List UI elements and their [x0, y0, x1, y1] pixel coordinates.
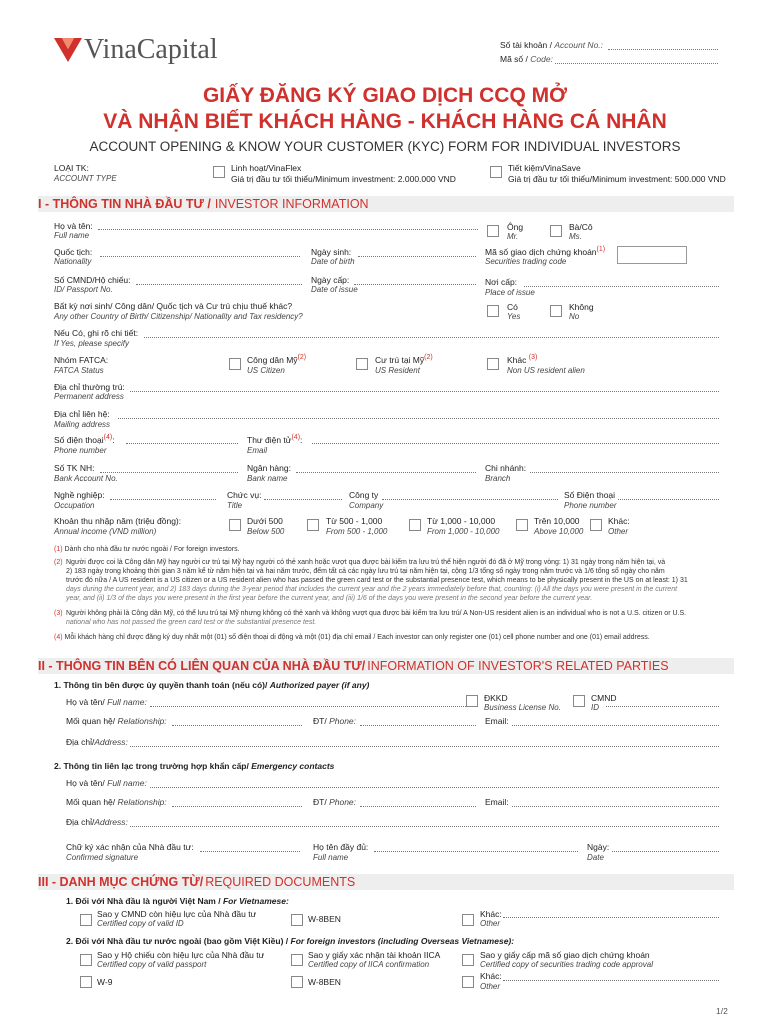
phone-field[interactable]: [126, 443, 238, 444]
company-label-en: Company: [349, 501, 384, 510]
payer-heading: 1. Thông tin bên được ủy quyền thanh toán (nếu có)/ Authorized payer (if any): [54, 680, 370, 690]
bank-name-label: Ngân hàng:: [247, 463, 291, 473]
vn-other-label: Khác:: [480, 909, 502, 919]
vinaflex-label: Linh hoạt/VinaFlex: [231, 163, 302, 173]
footnote-4: (4) Mỗi khách hàng chỉ được đăng ký duy nhất một (01) số điện thoại di động và một (01) địa chỉ email / Each investor can only register one (01) cell phone number and one (01) email address.: [54, 634, 650, 641]
payer-dkkd-label-en: Business License No.: [484, 703, 561, 712]
vn-w8ben-checkbox[interactable]: [291, 914, 303, 926]
fr-other-checkbox[interactable]: [462, 976, 474, 988]
bank-name-label-en: Bank name: [247, 474, 288, 483]
full-name-label-en: Full name: [313, 853, 349, 862]
work-phone-label: Số Điện thoại: [564, 490, 616, 500]
footnote-3-line-1: Người không phải là Công dân Mỹ, có thể lưu trú tại Mỹ nhưng không có thẻ xanh và không vượt qua được bài kiểm tra lưu trú/ A Non-US resident alien is an individual who is not a U.S. citizen or U.S.: [66, 610, 687, 617]
section-1-title-en: INVESTOR INFORMATION: [214, 197, 369, 211]
nationality-field[interactable]: [100, 256, 300, 257]
name-label-en: Full name: [54, 231, 90, 240]
fr-w9-checkbox[interactable]: [80, 976, 92, 988]
full-name-field[interactable]: [374, 851, 578, 852]
section-3-header: [38, 874, 734, 890]
account-no-label: Số tài khoản / Account No.:: [500, 40, 604, 50]
poi-field[interactable]: [524, 286, 719, 287]
income-label-en: Annual income (VND million): [54, 527, 157, 536]
section-2-title-en: INFORMATION OF INVESTOR'S RELATED PARTIES: [367, 659, 669, 673]
phone-label: Số điện thoại$^{(4)}$:: [54, 434, 115, 445]
income-label: Khoản thu nhập năm (triệu đồng):: [54, 516, 182, 526]
code-field[interactable]: [555, 63, 718, 64]
perm-address-label: Địa chỉ thường trú:: [54, 382, 125, 392]
section-1-title-vi: I - THÔNG TIN NHÀ ĐẦU TƯ /: [38, 197, 211, 211]
payer-address-label: Địa chỉ/Address:: [66, 737, 128, 747]
ms-label: Bà/Cô: [569, 222, 593, 232]
account-type-label: LOẠI TK:: [54, 163, 89, 173]
branch-label-en: Branch: [485, 474, 511, 483]
bank-account-field[interactable]: [100, 472, 238, 473]
us-citizen-checkbox[interactable]: [229, 358, 241, 370]
vn-other-field[interactable]: [503, 917, 719, 918]
page-number: 1/2: [716, 1006, 728, 1016]
fr-passport-copy-checkbox[interactable]: [80, 954, 92, 966]
fr-stc-approval-label: Sao y giấy cấp mã số giao dịch chứng khoán: [480, 950, 650, 960]
phone-label-en: Phone number: [54, 446, 107, 455]
income-1000-10000-label-en: From 1,000 - 10,000: [427, 527, 500, 536]
vn-id-copy-label-en: Certified copy of valid ID: [97, 919, 184, 928]
emergency-heading: 2. Thông tin liên lạc trong trường hợp khẩn cấp/ Emergency contacts: [54, 761, 335, 771]
mr-label-en: Mr.: [507, 232, 519, 241]
branch-field[interactable]: [530, 472, 719, 473]
emergency-name-label: Họ và tên/ Full name:: [66, 778, 147, 788]
if-yes-label: Nếu Có, ghi rõ chi tiết:: [54, 328, 139, 338]
fr-stc-approval-label-en: Certified copy of securities trading code approval: [480, 960, 653, 969]
fr-other-label: Khác:: [480, 971, 502, 981]
work-phone-field[interactable]: [618, 499, 719, 500]
income-other-checkbox[interactable]: [590, 519, 602, 531]
if-yes-label-en: If Yes, please specify: [54, 339, 130, 348]
title-label: Chức vụ:: [227, 490, 262, 500]
email-label-en: Email: [247, 446, 268, 455]
title-line-2: VÀ NHẬN BIẾT KHÁCH HÀNG - KHÁCH HÀNG CÁ NHÂN: [103, 110, 667, 133]
income-above-10000-label: Trên 10,000: [534, 516, 580, 526]
brand-name: VinaCapital: [84, 34, 218, 65]
emergency-phone-label: ĐT/ Phone:: [313, 797, 357, 807]
no-label: Không: [569, 302, 594, 312]
logo: [54, 34, 284, 68]
emergency-phone-field[interactable]: [360, 806, 476, 807]
vinaflex-checkbox[interactable]: [213, 166, 225, 178]
fr-iica-label-en: Certified copy of IICA confirmation: [308, 960, 430, 969]
footnote-2-line-1: Người được coi là Công dân Mỹ hay người cư trú tại Mỹ hay người có thẻ xanh hoặc vượt qua được bài kiểm tra lưu trú thể hiện người đó đã ở Mỹ trong vòng: 1) 31 ngày trong năm hiện tại, và: [66, 559, 666, 566]
account-no-field[interactable]: [608, 49, 718, 50]
doi-field[interactable]: [354, 284, 476, 285]
vn-id-copy-label: Sao y CMND còn hiệu lực của Nhà đầu tư: [97, 909, 257, 919]
footnote-2-line-4: days during the current year, and 2) 183 days during the 3-year period that includes the current year and the 2 years immediately before that, counting: (i) All the days you were present in the current: [66, 586, 678, 593]
vn-id-copy-checkbox[interactable]: [80, 914, 92, 926]
footnote-2-line-5: year, and (ii) 1/3 of the days you were present in the first year before the current year, and (iii) 1/6 of the days you were present in the second year before the current year.: [66, 595, 593, 602]
vn-w8ben-label: W-8BEN: [308, 914, 341, 924]
title-field[interactable]: [264, 499, 342, 500]
vinasave-min: Giá trị đầu tư tối thiểu/Minimum investment: 500.000 VND: [508, 174, 726, 184]
signature-field[interactable]: [200, 851, 300, 852]
title-line-1: GIẤY ĐĂNG KÝ GIAO DỊCH CCQ MỞ: [202, 84, 568, 107]
payer-id-field[interactable]: [606, 706, 719, 707]
section-3-title-en: REQUIRED DOCUMENTS: [205, 875, 356, 889]
footnote-1: (1) Dành cho nhà đầu tư nước ngoài / For foreign investors.: [54, 546, 240, 553]
us-resident-checkbox[interactable]: [356, 358, 368, 370]
date-field[interactable]: [612, 851, 719, 852]
branch-label: Chi nhánh:: [485, 463, 527, 473]
id-label-en: ID/ Passport No.: [54, 285, 113, 294]
section-3-title-vi: III - DANH MỤC CHỨNG TỪ/: [38, 875, 204, 889]
mr-checkbox[interactable]: [487, 225, 499, 237]
dob-label: Ngày sinh:: [311, 247, 352, 257]
email-field[interactable]: [312, 443, 719, 444]
mr-label: Ông: [507, 222, 524, 232]
fr-iica-checkbox[interactable]: [291, 954, 303, 966]
fr-passport-copy-label-en: Certified copy of valid passport: [97, 960, 207, 969]
footnote-3-mark: (3): [54, 610, 63, 617]
title-label-en: Title: [227, 501, 243, 510]
fr-other-field[interactable]: [503, 980, 719, 981]
section-1-header: [38, 196, 734, 212]
vn-other-label-en: Other: [480, 919, 501, 928]
perm-address-field[interactable]: [130, 391, 719, 392]
stc-label: Mã số giao dịch chứng khoán$^{(1)}$: [485, 246, 606, 257]
income-below-500-label-en: Below 500: [247, 527, 285, 536]
docs-vn-heading: 1. Đối với Nhà đầu là người Việt Nam / For Vietnamese:: [66, 896, 289, 906]
fr-w8ben-label: W-8BEN: [308, 977, 341, 987]
stc-input[interactable]: [617, 246, 687, 264]
mail-address-label-en: Mailing address: [54, 420, 111, 429]
payer-phone-label: ĐT/ Phone:: [313, 716, 357, 726]
footnote-2-line-3: trước đó nữa / A US resident is a US citizen or a US resident alien who has passed the green card test or the substantial presence test, which means to be physically present in the US on at least: 1) 31: [66, 577, 688, 584]
if-yes-field[interactable]: [144, 337, 719, 338]
income-1000-10000-checkbox[interactable]: [409, 519, 421, 531]
emergency-address-field[interactable]: [130, 826, 719, 827]
other-country-question-en: Any other Country of Birth/ Citizenship/ Nationality and Tax residency?: [54, 312, 303, 321]
us-citizen-label-en: US Citizen: [247, 366, 285, 375]
stc-label-en: Securities trading code: [485, 257, 567, 266]
id-field[interactable]: [136, 284, 302, 285]
account-type-label-en: ACCOUNT TYPE: [54, 174, 117, 183]
vn-other-checkbox[interactable]: [462, 914, 474, 926]
us-resident-label: Cư trú tại Mỹ$^{(2)}$: [375, 354, 433, 365]
income-below-500-label: Dưới 500: [247, 516, 283, 526]
name-field[interactable]: [98, 229, 478, 230]
title-line-3: ACCOUNT OPENING & KNOW YOUR CUSTOMER (KYC) FORM FOR INDIVIDUAL INVESTORS: [89, 139, 681, 154]
fr-w8ben-checkbox[interactable]: [291, 976, 303, 988]
vinasave-label: Tiết kiệm/VinaSave: [508, 163, 581, 173]
date-label-en: Date: [587, 853, 604, 862]
payer-cmnd-label: CMND: [591, 693, 617, 703]
vinaflex-min: Giá trị đầu tư tối thiểu/Minimum investment: 2.000.000 VND: [231, 174, 456, 184]
doi-label: Ngày cấp:: [311, 275, 350, 285]
fr-passport-copy-label: Sao y Hộ chiếu còn hiệu lực của Nhà đầu tư: [97, 950, 265, 960]
bank-account-label-en: Bank Account No.: [54, 474, 118, 483]
other-country-yes-checkbox[interactable]: [487, 305, 499, 317]
ms-label-en: Ms.: [569, 232, 582, 241]
full-name-label: Họ tên đầy đủ:: [313, 842, 369, 852]
payer-email-label: Email:: [485, 716, 509, 726]
mail-address-label: Địa chỉ liên hệ:: [54, 409, 110, 419]
payer-cmnd-checkbox[interactable]: [573, 695, 585, 707]
income-above-10000-checkbox[interactable]: [516, 519, 528, 531]
non-us-label-en: Non US resident alien: [507, 366, 585, 375]
bank-name-field[interactable]: [296, 472, 476, 473]
non-us-checkbox[interactable]: [487, 358, 499, 370]
date-label: Ngày:: [587, 842, 610, 852]
footnote-2-mark: (2): [54, 559, 63, 566]
payer-dkkd-label: ĐKKD: [484, 693, 508, 703]
income-500-1000-label: Từ 500 - 1,000: [326, 516, 383, 526]
vinasave-checkbox[interactable]: [490, 166, 502, 178]
bank-account-label: Số TK NH:: [54, 463, 95, 473]
payer-email-field[interactable]: [512, 725, 719, 726]
name-label: Họ và tên:: [54, 221, 93, 231]
payer-cmnd-label-en: ID: [591, 703, 599, 712]
occupation-field[interactable]: [110, 499, 216, 500]
docs-foreign-heading: 2. Đối với Nhà đầu tư nước ngoài (bao gồm Việt Kiều) / For foreign investors (including Overseas Vietnamese):: [66, 936, 515, 946]
payer-name-field[interactable]: [150, 706, 476, 707]
payer-name-label: Họ và tên/ Full name:: [66, 697, 147, 707]
ms-checkbox[interactable]: [550, 225, 562, 237]
payer-dkkd-checkbox[interactable]: [466, 695, 478, 707]
id-label: Số CMND/Hộ chiếu:: [54, 275, 131, 285]
fatca-label-en: FATCA Status: [54, 366, 104, 375]
other-country-question: Bất kỳ nơi sinh/ Công dân/ Quốc tịch và Cư trú chịu thuế khác?: [54, 301, 293, 311]
emergency-address-label: Địa chỉ/Address:: [66, 817, 128, 827]
us-citizen-label: Công dân Mỹ$^{(2)}$: [247, 354, 307, 365]
income-500-1000-checkbox[interactable]: [307, 519, 319, 531]
fr-w9-label: W-9: [97, 977, 113, 987]
income-other-label-en: Other: [608, 527, 629, 536]
company-field[interactable]: [382, 499, 558, 500]
us-resident-label-en: US Resident: [375, 366, 420, 375]
signature-label-en: Confirmed signature: [66, 853, 139, 862]
income-other-label: Khác:: [608, 516, 630, 526]
fatca-label: Nhóm FATCA:: [54, 355, 109, 365]
dob-field[interactable]: [358, 256, 476, 257]
emergency-name-field[interactable]: [150, 787, 719, 788]
signature-label: Chữ ký xác nhận của Nhà đầu tư:: [66, 842, 194, 852]
fr-iica-label: Sao y giấy xác nhận tài khoản IICA: [308, 950, 441, 960]
emergency-email-label: Email:: [485, 797, 509, 807]
section-2-header: [38, 658, 734, 674]
work-phone-label-en: Phone number: [564, 501, 617, 510]
mail-address-field[interactable]: [118, 418, 719, 419]
nationality-label: Quốc tịch:: [54, 247, 93, 257]
poi-label: Nơi cấp:: [485, 277, 518, 287]
payer-relationship-field[interactable]: [172, 725, 302, 726]
other-country-no-checkbox[interactable]: [550, 305, 562, 317]
dob-label-en: Date of birth: [311, 257, 355, 266]
occupation-label: Nghề nghiệp:: [54, 490, 105, 500]
emergency-relationship-field[interactable]: [172, 806, 302, 807]
yes-label: Có: [507, 302, 518, 312]
section-2-title-vi: II - THÔNG TIN BÊN CÓ LIÊN QUAN CỦA NHÀ ĐẦU TƯ/: [38, 659, 366, 673]
nationality-label-en: Nationality: [54, 257, 92, 266]
email-label: Thư điện tử$^{(4)}$:: [247, 434, 303, 445]
code-label: Mã số / Code:: [500, 54, 553, 64]
occupation-label-en: Occupation: [54, 501, 95, 510]
income-1000-10000-label: Từ 1,000 - 10,000: [427, 516, 496, 526]
emergency-email-field[interactable]: [512, 806, 719, 807]
poi-label-en: Place of issue: [485, 288, 535, 297]
income-below-500-checkbox[interactable]: [229, 519, 241, 531]
non-us-label: Khác $^{(3)}$: [507, 354, 538, 365]
yes-label-en: Yes: [507, 312, 521, 321]
perm-address-label-en: Permanent address: [54, 392, 124, 401]
emergency-relationship-label: Mối quan hệ/ Relationship:: [66, 797, 167, 807]
company-label: Công ty: [349, 490, 379, 500]
footnote-2-line-2: 2) 183 ngày trong khoảng thời gian 3 năm kể từ năm hiện tại và hai năm trước, đếm tất cả các ngày lưu trú tại năm hiện tại, cộng 1/3 tổng số ngày trong năm trước và 1/6 tổng số ngày cho năm: [66, 568, 665, 575]
payer-relationship-label: Mối quan hệ/ Relationship:: [66, 716, 167, 726]
fr-other-label-en: Other: [480, 982, 501, 991]
income-500-1000-label-en: From 500 - 1,000: [326, 527, 388, 536]
payer-phone-field[interactable]: [360, 725, 476, 726]
footnote-3-line-2: national who has not passed the green card test or the substantial presence test.: [66, 619, 317, 626]
vinacapital-logo-icon: [54, 36, 82, 64]
doi-label-en: Date of issue: [311, 285, 358, 294]
income-above-10000-label-en: Above 10,000: [534, 527, 584, 536]
fr-stc-approval-checkbox[interactable]: [462, 954, 474, 966]
no-label-en: No: [569, 312, 580, 321]
payer-address-field[interactable]: [130, 746, 719, 747]
